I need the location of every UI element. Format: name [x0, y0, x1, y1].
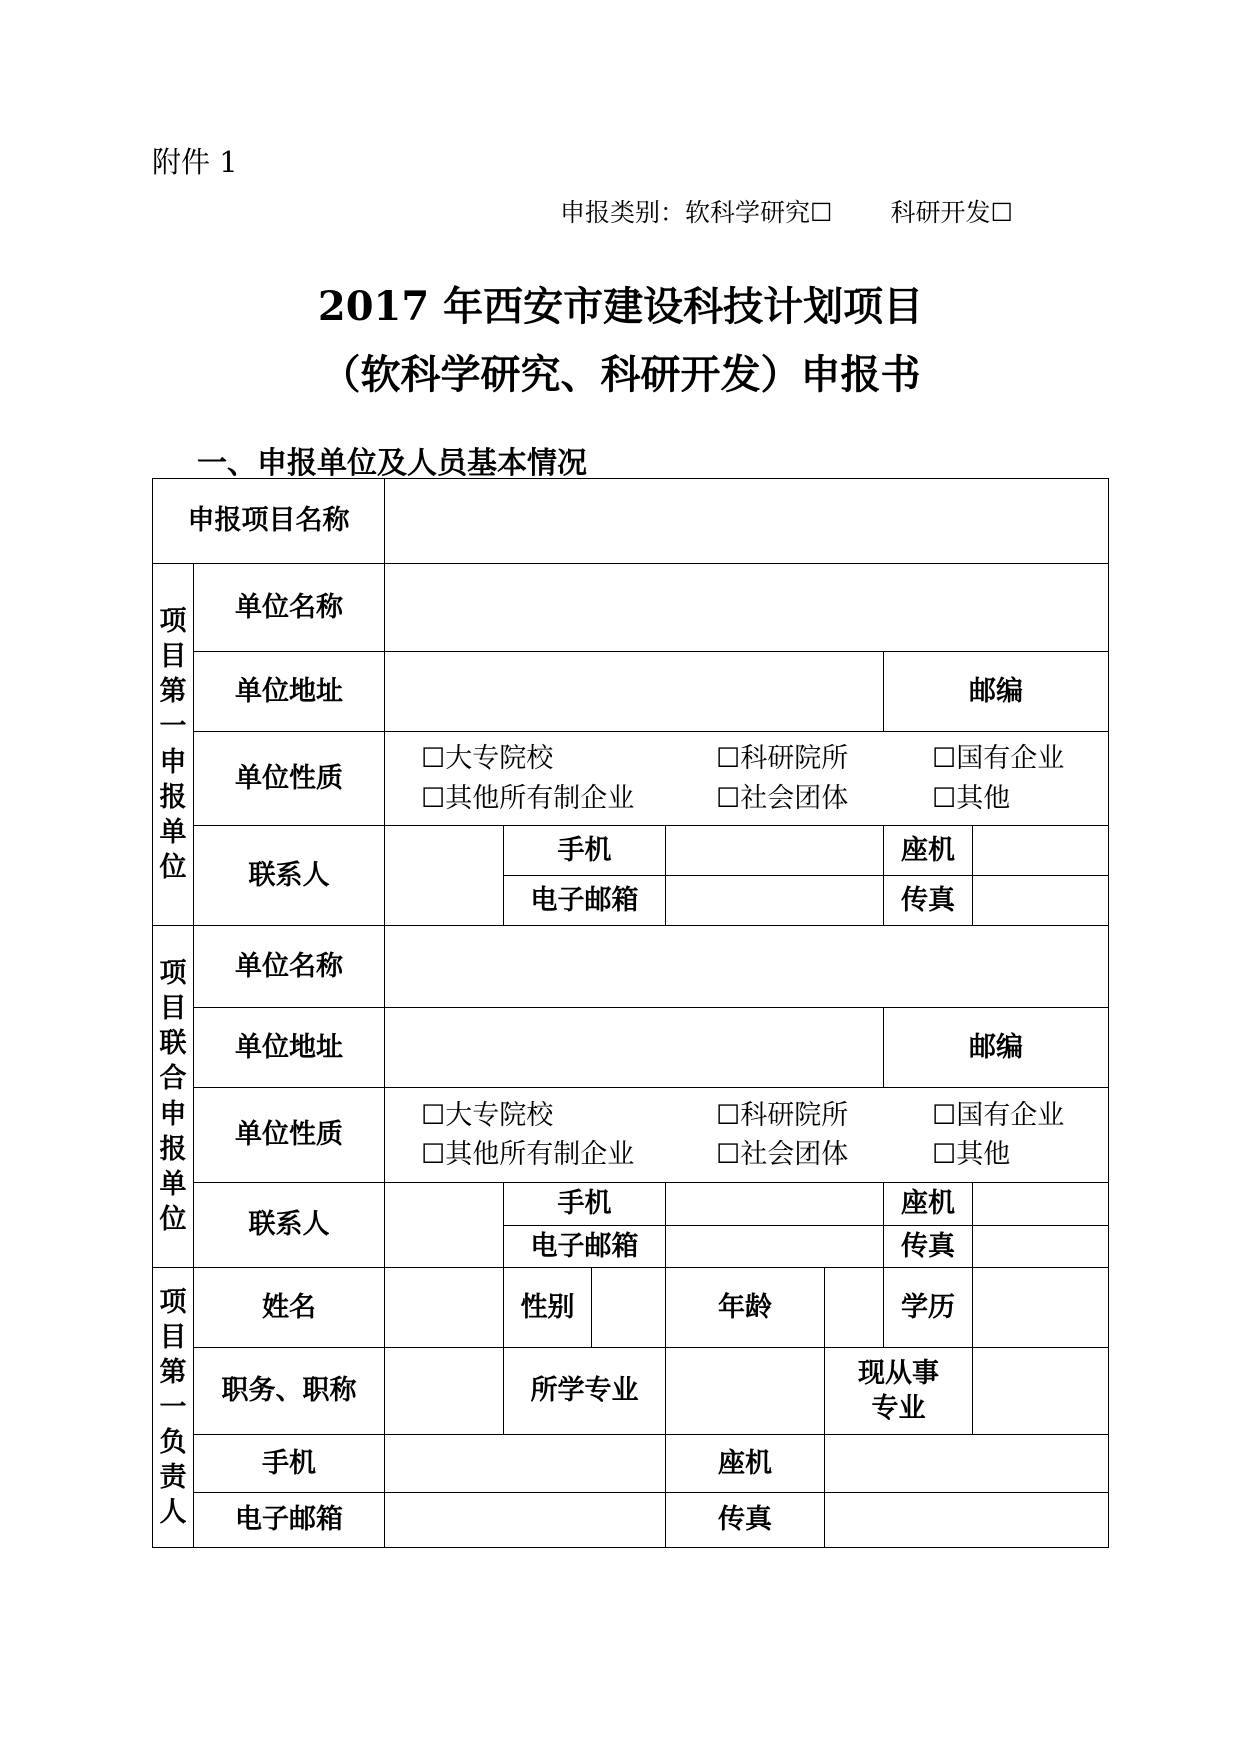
- leader-landline-field[interactable]: [825, 1435, 1109, 1493]
- leader-landline-label: 座机: [666, 1435, 825, 1493]
- first-unit-nature-label: 单位性质: [194, 732, 385, 826]
- first-unit-landline-label: 座机: [884, 826, 973, 876]
- leader-current-field-label: 现从事专业: [825, 1348, 973, 1435]
- leader-email-label: 电子邮箱: [194, 1493, 385, 1548]
- first-unit-contact-label: 联系人: [194, 826, 385, 926]
- first-unit-address-label: 单位地址: [194, 652, 385, 732]
- joint-unit-postcode-label: 邮编: [884, 1008, 1109, 1088]
- first-unit-name-field[interactable]: [385, 564, 1109, 652]
- leader-current-field-field[interactable]: [973, 1348, 1109, 1435]
- leader-mobile-label: 手机: [194, 1435, 385, 1493]
- first-unit-mobile-field[interactable]: [666, 826, 884, 876]
- first-unit-opt-state-owned[interactable]: ☐国有企业: [932, 743, 1065, 775]
- joint-unit-opt-social-group[interactable]: ☐社会团体: [716, 1139, 849, 1170]
- leader-education-field[interactable]: [973, 1268, 1109, 1348]
- leader-name-label: 姓名: [194, 1268, 385, 1348]
- category-line: [560, 193, 1013, 229]
- joint-unit-email-label: 电子邮箱: [504, 1226, 666, 1268]
- leader-gender-field[interactable]: [592, 1268, 666, 1348]
- document-title-line1: 2017 年西安市建设科技计划项目: [317, 283, 924, 330]
- joint-unit-nature-label: 单位性质: [194, 1088, 385, 1183]
- joint-unit-nature-options: [385, 1088, 1109, 1183]
- joint-unit-landline-field[interactable]: [973, 1183, 1109, 1226]
- joint-unit-address-field[interactable]: [385, 1008, 884, 1088]
- leader-age-label: 年龄: [666, 1268, 825, 1348]
- leader-fax-label: 传真: [666, 1493, 825, 1548]
- joint-unit-fax-field[interactable]: [973, 1226, 1109, 1268]
- category-option-rnd[interactable]: 科研开发☐: [890, 198, 1013, 227]
- leader-title-field[interactable]: [385, 1348, 504, 1435]
- leader-group-label: 项 目 第 一 负 责 人: [153, 1268, 194, 1548]
- first-unit-landline-field[interactable]: [973, 826, 1109, 876]
- application-form-table: [152, 478, 1109, 1548]
- first-unit-opt-college[interactable]: ☐大专院校: [421, 743, 554, 775]
- leader-age-field[interactable]: [825, 1268, 884, 1348]
- first-unit-opt-other[interactable]: ☐其他: [932, 782, 1011, 814]
- section-title: 一、申报单位及人员基本情况: [197, 446, 587, 481]
- first-unit-nature-options: [385, 732, 1109, 826]
- leader-major-field[interactable]: [666, 1348, 825, 1435]
- first-unit-postcode-label: 邮编: [884, 652, 1109, 732]
- joint-unit-email-field[interactable]: [666, 1226, 884, 1268]
- joint-unit-landline-label: 座机: [884, 1183, 973, 1226]
- joint-unit-address-label: 单位地址: [194, 1008, 385, 1088]
- category-option-soft-science[interactable]: 软科学研究☐: [685, 198, 833, 227]
- category-label: 申报类别：: [560, 198, 686, 227]
- leader-email-field[interactable]: [385, 1493, 666, 1548]
- first-unit-name-label: 单位名称: [194, 564, 385, 652]
- document-title-line2: （软科学研究、科研开发）申报书: [320, 351, 921, 398]
- project-name-field[interactable]: [385, 479, 1109, 564]
- first-unit-mobile-label: 手机: [504, 826, 666, 876]
- joint-unit-group-label: 项 目 联 合 申 报 单 位: [153, 926, 194, 1268]
- joint-unit-name-field[interactable]: [385, 926, 1109, 1008]
- first-unit-fax-label: 传真: [884, 876, 973, 926]
- joint-unit-opt-state-owned[interactable]: ☐国有企业: [932, 1099, 1065, 1131]
- project-name-label: 申报项目名称: [153, 479, 385, 564]
- joint-unit-mobile-field[interactable]: [666, 1183, 884, 1226]
- joint-unit-contact-label: 联系人: [194, 1183, 385, 1268]
- joint-unit-name-label: 单位名称: [194, 926, 385, 1008]
- leader-education-label: 学历: [884, 1268, 973, 1348]
- joint-unit-fax-label: 传真: [884, 1226, 973, 1268]
- joint-unit-opt-other-enterprise[interactable]: ☐其他所有制企业: [421, 1139, 635, 1170]
- first-unit-group-label: 项 目 第 一 申 报 单 位: [153, 564, 194, 926]
- first-unit-email-label: 电子邮箱: [504, 876, 666, 926]
- leader-title-label: 职务、职称: [194, 1348, 385, 1435]
- leader-major-label: 所学专业: [504, 1348, 666, 1435]
- joint-unit-contact-field[interactable]: [385, 1183, 504, 1268]
- leader-gender-label: 性别: [504, 1268, 592, 1348]
- first-unit-address-field[interactable]: [385, 652, 884, 732]
- joint-unit-mobile-label: 手机: [504, 1183, 666, 1226]
- leader-name-field[interactable]: [385, 1268, 504, 1348]
- leader-fax-field[interactable]: [825, 1493, 1109, 1548]
- joint-unit-opt-research-inst[interactable]: ☐科研院所: [716, 1099, 849, 1131]
- joint-unit-opt-college[interactable]: ☐大专院校: [421, 1099, 554, 1131]
- leader-mobile-field[interactable]: [385, 1435, 666, 1493]
- first-unit-opt-other-enterprise[interactable]: ☐其他所有制企业: [421, 782, 635, 814]
- first-unit-opt-social-group[interactable]: ☐社会团体: [716, 782, 849, 814]
- attachment-label: 附件 1: [152, 145, 238, 179]
- first-unit-fax-field[interactable]: [973, 876, 1109, 926]
- first-unit-contact-field[interactable]: [385, 826, 504, 926]
- joint-unit-opt-other[interactable]: ☐其他: [932, 1139, 1011, 1170]
- first-unit-email-field[interactable]: [666, 876, 884, 926]
- first-unit-opt-research-inst[interactable]: ☐科研院所: [716, 743, 849, 775]
